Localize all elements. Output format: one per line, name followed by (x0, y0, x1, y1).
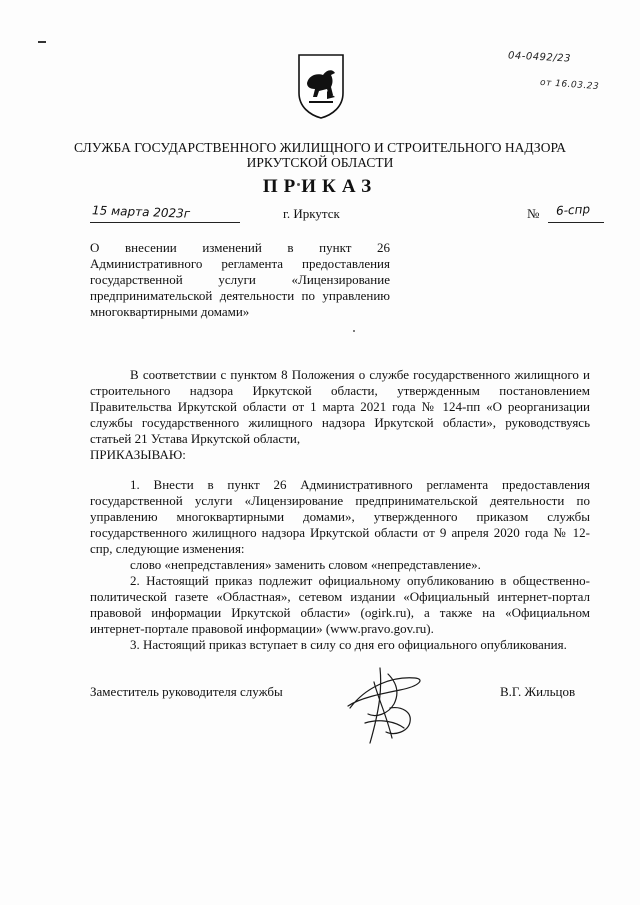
order-city: г. Иркутск (283, 206, 340, 221)
handwritten-signature-icon (330, 648, 440, 758)
preamble-paragraph: В соответствии с пунктом 8 Положения о службе государственного жилищного и строительного надзора Иркутской области, утвержденным постановлением Правительства Иркутской области от 1 марта 2021 года № 124-пп «О реорганизации службы государственного жилищного надзора Иркутской области», руководствуясь статьей 21 Устава Иркутской области, (90, 367, 590, 446)
signatory-name: В.Г. Жильцов (500, 684, 576, 699)
order-subject: О внесении изменений в пункт 26 Административного регламента предоставления государственной услуги «Лицензирование предпринимательской деятельности по управлению многоквартирными домами» (90, 240, 390, 319)
order-item-1-change: слово «непредставления» заменить словом «непредставление». (130, 557, 481, 572)
order-date: 15 марта 2023г (91, 203, 191, 221)
order-item-1: 1. Внести в пункт 26 Административного регламента предоставления государственной услуги «Лицензирование предпринимательской деятельности по управлению многоквартирными домами», утвержденного приказом службы государственного жилищного надзора Иркутской области от 9 апреля 2020 года № 12-спр, следующие изменения: (90, 477, 590, 556)
orders-word: ПРИКАЗЫВАЮ: (90, 447, 186, 462)
signatory-position: Заместитель руководителя службы (90, 684, 283, 699)
scan-mark (38, 41, 46, 43)
agency-name (0, 140, 640, 170)
agency-name-line1: СЛУЖБА ГОСУДАРСТВЕННОГО ЖИЛИЩНОГО И СТРОИТЕЛЬНОГО НАДЗОРА (74, 140, 566, 155)
number-underline (548, 222, 604, 223)
registration-number: 04-0492/23 (507, 50, 572, 65)
order-item-3: 3. Настоящий приказ вступает в силу со дня его официального опубликования. (130, 637, 567, 652)
order-number-label: № (527, 206, 540, 221)
document-title: ПРИКАЗ (262, 176, 378, 197)
order-number: 6-спр (555, 202, 591, 218)
agency-name-line2: ИРКУТСКОЙ ОБЛАСТИ (246, 155, 394, 170)
coat-of-arms-icon (297, 53, 345, 119)
scan-dot (353, 330, 355, 332)
registration-date: от 16.03.23 (539, 77, 600, 93)
order-item-2: 2. Настоящий приказ подлежит официальному опубликованию в общественно-политической газете «Областная», сетевом издании «Официальный интернет-портал правовой информации Иркутской области» (ogirk.ru), а также на «Официальном интернет-портале правовой информации» (www.pravo.gov.ru). (90, 573, 590, 636)
date-underline (90, 222, 240, 223)
